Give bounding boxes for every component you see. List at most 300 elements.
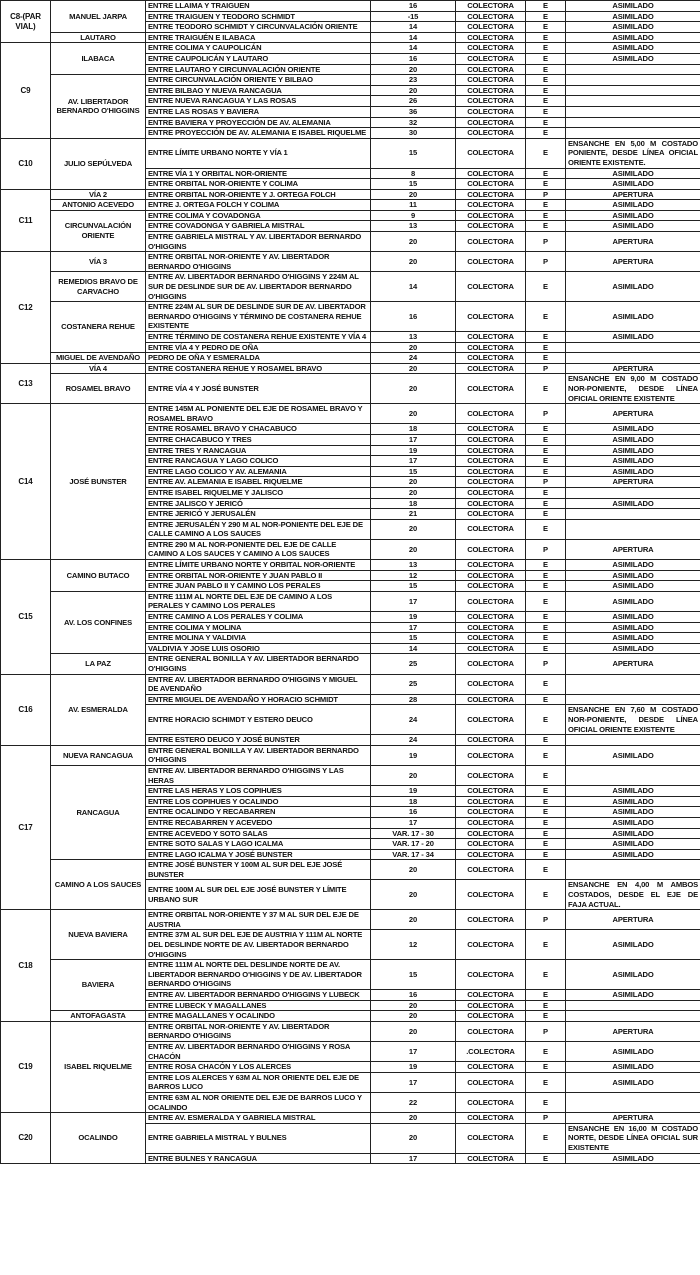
route-code: C11 — [1, 189, 51, 252]
observation: ASIMILADO — [566, 643, 700, 654]
segment-description: ENTRE LAS HERAS Y LOS COPIHUES — [146, 786, 371, 797]
table-row — [1, 75, 700, 86]
street-name: ROSAMEL BRAVO — [51, 374, 146, 404]
category: COLECTORA — [456, 509, 526, 520]
category: COLECTORA — [456, 487, 526, 498]
segment-description: ENTRE TRES Y RANCAGUA — [146, 445, 371, 456]
observation: ASIMILADO — [566, 786, 700, 797]
width-value: 19 — [371, 786, 456, 797]
state: E — [526, 1072, 566, 1092]
state: E — [526, 32, 566, 43]
width-value: 15 — [371, 179, 456, 190]
table-row — [1, 302, 700, 332]
segment-description: ENTRE 100M AL SUR DEL EJE JOSÉ BUNSTER Y LÍMITE URBANO SUR — [146, 880, 371, 910]
state: E — [526, 643, 566, 654]
observation: ASIMILADO — [566, 1062, 700, 1073]
category: COLECTORA — [456, 11, 526, 22]
observation — [566, 64, 700, 75]
category: COLECTORA — [456, 168, 526, 179]
observation: APERTURA — [566, 1021, 700, 1041]
street-name: VÍA 4 — [51, 363, 146, 374]
segment-description: ENTRE ORBITAL NOR-ORIENTE Y AV. LIBERTADOR BERNARDO O'HIGGINS — [146, 252, 371, 272]
route-code: C17 — [1, 745, 51, 910]
observation: APERTURA — [566, 654, 700, 674]
state: E — [526, 424, 566, 435]
width-value: 15 — [371, 960, 456, 990]
width-value: VAR. 17 - 34 — [371, 849, 456, 860]
state: E — [526, 75, 566, 86]
observation — [566, 128, 700, 139]
observation: ASIMILADO — [566, 53, 700, 64]
width-value: 16 — [371, 990, 456, 1001]
category: COLECTORA — [456, 930, 526, 960]
width-value: 17 — [371, 622, 456, 633]
category: COLECTORA — [456, 200, 526, 211]
width-value: 20 — [371, 252, 456, 272]
width-value: 20 — [371, 860, 456, 880]
observation: APERTURA — [566, 252, 700, 272]
street-name: CAMINO BUTACO — [51, 560, 146, 592]
segment-description: ENTRE RANCAGUA Y LAGO COLICO — [146, 456, 371, 467]
street-name: OCALINDO — [51, 1113, 146, 1164]
segment-description: PEDRO DE OÑA Y ESMERALDA — [146, 353, 371, 364]
observation: ASIMILADO — [566, 817, 700, 828]
state: E — [526, 43, 566, 54]
width-value: 19 — [371, 445, 456, 456]
observation: ENSANCHE EN 4,00 M AMBOS COSTADOS, DESDE EL EJE DE FAJA ACTUAL. — [566, 880, 700, 910]
route-code: C14 — [1, 404, 51, 560]
state: E — [526, 179, 566, 190]
state: E — [526, 880, 566, 910]
segment-description: ENTRE 111M AL NORTE DEL DESLINDE NORTE DE AV. LIBERTADOR BERNARDO O'HIGGINS Y DE AV. LIBERTADOR BERNARDO O'HIGGINS — [146, 960, 371, 990]
state: E — [526, 570, 566, 581]
segment-description: ENTRE ORBITAL NOR-ORIENTE Y AV. LIBERTADOR BERNARDO O'HIGGINS — [146, 1021, 371, 1041]
category: COLECTORA — [456, 252, 526, 272]
state: E — [526, 106, 566, 117]
observation: APERTURA — [566, 477, 700, 488]
table-row — [1, 591, 700, 611]
observation: ENSANCHE EN 5,00 M COSTADO PONIENTE, DESDE LÍNEA OFICIAL ORIENTE EXISTENTE. — [566, 138, 700, 168]
width-value: 17 — [371, 1153, 456, 1164]
category: COLECTORA — [456, 353, 526, 364]
category: COLECTORA — [456, 363, 526, 374]
street-name: LA PAZ — [51, 654, 146, 674]
category: COLECTORA — [456, 75, 526, 86]
width-value: 17 — [371, 817, 456, 828]
state: E — [526, 612, 566, 623]
segment-description: ENTRE GENERAL BONILLA Y AV. LIBERTADOR BERNARDO O'HIGGINS — [146, 654, 371, 674]
state: E — [526, 930, 566, 960]
segment-description: ENTRE TRAIGUÉN E ILABACA — [146, 32, 371, 43]
segment-description: ENTRE ACEVEDO Y SOTO SALAS — [146, 828, 371, 839]
segment-description: ENTRE LÍMITE URBANO NORTE Y VÍA 1 — [146, 138, 371, 168]
table-row — [1, 910, 700, 930]
observation: ASIMILADO — [566, 32, 700, 43]
category: COLECTORA — [456, 434, 526, 445]
state: E — [526, 1041, 566, 1061]
state: E — [526, 332, 566, 343]
street-name: ANTOFAGASTA — [51, 1011, 146, 1022]
state: E — [526, 633, 566, 644]
segment-description: ENTRE GABRIELA MISTRAL Y AV. LIBERTADOR BERNARDO O'HIGGINS — [146, 232, 371, 252]
category: COLECTORA — [456, 64, 526, 75]
state: E — [526, 302, 566, 332]
segment-description: ENTRE ORBITAL NOR-ORIENTE Y COLIMA — [146, 179, 371, 190]
state: E — [526, 786, 566, 797]
category: COLECTORA — [456, 22, 526, 33]
state: E — [526, 353, 566, 364]
width-value: 19 — [371, 1062, 456, 1073]
width-value: 20 — [371, 910, 456, 930]
category: COLECTORA — [456, 456, 526, 467]
observation — [566, 1011, 700, 1022]
table-row — [1, 1011, 700, 1022]
category: COLECTORA — [456, 694, 526, 705]
category: COLECTORA — [456, 990, 526, 1001]
street-name: JOSÉ BUNSTER — [51, 404, 146, 560]
width-value: 19 — [371, 612, 456, 623]
category: COLECTORA — [456, 1021, 526, 1041]
route-code: C12 — [1, 252, 51, 364]
observation — [566, 96, 700, 107]
category: COLECTORA — [456, 1123, 526, 1153]
category: COLECTORA — [456, 138, 526, 168]
width-value: 11 — [371, 200, 456, 211]
segment-description: ENTRE LAGO COLICO Y AV. ALEMANIA — [146, 466, 371, 477]
segment-description: ENTRE LAGO ICALMA Y JOSÉ BUNSTER — [146, 849, 371, 860]
category: COLECTORA — [456, 796, 526, 807]
route-code: C8-(PAR VIAL) — [1, 1, 51, 43]
observation: ASIMILADO — [566, 200, 700, 211]
segment-description: ENTRE LAUTARO Y CIRCUNVALACIÓN ORIENTE — [146, 64, 371, 75]
category: COLECTORA — [456, 374, 526, 404]
segment-description: ENTRE AV. LIBERTADOR BERNARDO O'HIGGINS Y LUBECK — [146, 990, 371, 1001]
observation: ASIMILADO — [566, 581, 700, 592]
street-name: ISABEL RIQUELME — [51, 1021, 146, 1112]
segment-description: ENTRE 145M AL PONIENTE DEL EJE DE ROSAMEL BRAVO Y ROSAMEL BRAVO — [146, 404, 371, 424]
width-value: 14 — [371, 272, 456, 302]
state: E — [526, 498, 566, 509]
observation: ASIMILADO — [566, 43, 700, 54]
width-value: 24 — [371, 705, 456, 735]
category: COLECTORA — [456, 1113, 526, 1124]
segment-description: ENTRE 290 M AL NOR-PONIENTE DEL EJE DE CALLE CAMINO A LOS SAUCES Y CAMINO A LOS SAUCES — [146, 539, 371, 559]
width-value: 14 — [371, 43, 456, 54]
state: P — [526, 404, 566, 424]
observation: ASIMILADO — [566, 839, 700, 850]
segment-description: VALDIVIA Y JOSE LUIS OSORIO — [146, 643, 371, 654]
segment-description: ENTRE OCALINDO Y RECABARREN — [146, 807, 371, 818]
table-row — [1, 252, 700, 272]
state: P — [526, 654, 566, 674]
segment-description: ENTRE BILBAO Y NUEVA RANCAGUA — [146, 85, 371, 96]
width-value: 15 — [371, 633, 456, 644]
observation — [566, 674, 700, 694]
category: COLECTORA — [456, 189, 526, 200]
category: COLECTORA — [456, 1092, 526, 1112]
state: E — [526, 694, 566, 705]
width-value: 8 — [371, 168, 456, 179]
segment-description: ENTRE LUBECK Y MAGALLANES — [146, 1000, 371, 1011]
category: COLECTORA — [456, 342, 526, 353]
category: COLECTORA — [456, 1062, 526, 1073]
table-row — [1, 1, 700, 12]
state: E — [526, 128, 566, 139]
segment-description: ENTRE 63M AL NOR ORIENTE DEL EJE DE BARROS LUCO Y OCALINDO — [146, 1092, 371, 1112]
observation: ASIMILADO — [566, 745, 700, 765]
observation: APERTURA — [566, 404, 700, 424]
observation — [566, 509, 700, 520]
state: E — [526, 509, 566, 520]
state: E — [526, 674, 566, 694]
segment-description: ENTRE COVADONGA Y GABRIELA MISTRAL — [146, 221, 371, 232]
width-value: 36 — [371, 106, 456, 117]
width-value: VAR. 17 - 20 — [371, 839, 456, 850]
state: E — [526, 138, 566, 168]
width-value: 20 — [371, 1113, 456, 1124]
width-value: 17 — [371, 1041, 456, 1061]
segment-description: ENTRE AV. ALEMANIA E ISABEL RIQUELME — [146, 477, 371, 488]
segment-description: ENTRE JALISCO Y JERICÓ — [146, 498, 371, 509]
category: COLECTORA — [456, 786, 526, 797]
observation — [566, 117, 700, 128]
width-value: 32 — [371, 117, 456, 128]
street-name: RANCAGUA — [51, 765, 146, 859]
observation: ASIMILADO — [566, 179, 700, 190]
observation: ASIMILADO — [566, 456, 700, 467]
street-name: CAMINO A LOS SAUCES — [51, 860, 146, 910]
category: COLECTORA — [456, 117, 526, 128]
observation — [566, 519, 700, 539]
segment-description: ENTRE CAMINO A LOS PERALES Y COLIMA — [146, 612, 371, 623]
width-value: 20 — [371, 477, 456, 488]
segment-description: ENTRE ORBITAL NOR-ORIENTE Y JUAN PABLO II — [146, 570, 371, 581]
segment-description: ENTRE ORBITAL NOR-ORIENTE Y 37 M AL SUR DEL EJE DE AUSTRIA — [146, 910, 371, 930]
table-row — [1, 1021, 700, 1041]
table-row — [1, 363, 700, 374]
observation: ASIMILADO — [566, 434, 700, 445]
observation: ASIMILADO — [566, 849, 700, 860]
width-value: 20 — [371, 232, 456, 252]
state: E — [526, 487, 566, 498]
category: COLECTORA — [456, 445, 526, 456]
state: E — [526, 735, 566, 746]
width-value: 16 — [371, 53, 456, 64]
category: COLECTORA — [456, 1, 526, 12]
width-value: 9 — [371, 210, 456, 221]
observation: ASIMILADO — [566, 210, 700, 221]
state: E — [526, 1, 566, 12]
route-code: C18 — [1, 910, 51, 1022]
category: COLECTORA — [456, 1000, 526, 1011]
category: COLECTORA — [456, 765, 526, 785]
observation: ASIMILADO — [566, 302, 700, 332]
category: COLECTORA — [456, 849, 526, 860]
category: COLECTORA — [456, 705, 526, 735]
category: COLECTORA — [456, 860, 526, 880]
width-value: 14 — [371, 643, 456, 654]
segment-description: ENTRE COLIMA Y CAUPOLICÁN — [146, 43, 371, 54]
state: E — [526, 456, 566, 467]
category: COLECTORA — [456, 404, 526, 424]
observation: APERTURA — [566, 910, 700, 930]
state: E — [526, 591, 566, 611]
segment-description: ENTRE 224M AL SUR DE DESLINDE SUR DE AV. LIBERTADOR BERNARDO O'HIGGINS Y TÉRMINO DE COSTANERA REHUE EXISTENTE — [146, 302, 371, 332]
observation: ASIMILADO — [566, 332, 700, 343]
observation — [566, 75, 700, 86]
observation — [566, 1092, 700, 1112]
width-value: 24 — [371, 735, 456, 746]
category: COLECTORA — [456, 466, 526, 477]
street-name: ANTONIO ACEVEDO — [51, 200, 146, 211]
segment-description: ENTRE AV. LIBERTADOR BERNARDO O'HIGGINS Y MIGUEL DE AVENDAÑO — [146, 674, 371, 694]
width-value: 20 — [371, 539, 456, 559]
width-value: 20 — [371, 1123, 456, 1153]
segment-description: ENTRE ISABEL RIQUELME Y JALISCO — [146, 487, 371, 498]
category: COLECTORA — [456, 85, 526, 96]
category: COLECTORA — [456, 519, 526, 539]
street-name: BAVIERA — [51, 960, 146, 1011]
state: E — [526, 745, 566, 765]
category: COLECTORA — [456, 612, 526, 623]
table-body — [1, 1, 700, 1164]
width-value: 15 — [371, 581, 456, 592]
state: E — [526, 860, 566, 880]
segment-description: ENTRE PROYECCIÓN DE AV. ALEMANIA E ISABEL RIQUELME — [146, 128, 371, 139]
state: E — [526, 342, 566, 353]
segment-description: ENTRE J. ORTEGA FOLCH Y COLIMA — [146, 200, 371, 211]
width-value: 20 — [371, 64, 456, 75]
category: COLECTORA — [456, 807, 526, 818]
table-row — [1, 374, 700, 404]
state: E — [526, 445, 566, 456]
category: COLECTORA — [456, 232, 526, 252]
observation: ASIMILADO — [566, 221, 700, 232]
observation: ASIMILADO — [566, 960, 700, 990]
width-value: 16 — [371, 302, 456, 332]
segment-description: ENTRE COSTANERA REHUE Y ROSAMEL BRAVO — [146, 363, 371, 374]
street-name: COSTANERA REHUE — [51, 302, 146, 353]
state: E — [526, 96, 566, 107]
observation — [566, 860, 700, 880]
observation: ASIMILADO — [566, 560, 700, 571]
category: COLECTORA — [456, 128, 526, 139]
state: E — [526, 1153, 566, 1164]
category: COLECTORA — [456, 221, 526, 232]
width-value: 17 — [371, 1072, 456, 1092]
state: E — [526, 960, 566, 990]
width-value: 30 — [371, 128, 456, 139]
table-row — [1, 960, 700, 990]
width-value: 21 — [371, 509, 456, 520]
category: COLECTORA — [456, 828, 526, 839]
observation — [566, 85, 700, 96]
category: COLECTORA — [456, 32, 526, 43]
width-value: 20 — [371, 342, 456, 353]
width-value: 18 — [371, 796, 456, 807]
street-name: MANUEL JARPA — [51, 1, 146, 33]
observation: APERTURA — [566, 363, 700, 374]
category: COLECTORA — [456, 654, 526, 674]
table-row — [1, 210, 700, 221]
observation: ASIMILADO — [566, 622, 700, 633]
width-value: 18 — [371, 424, 456, 435]
state: E — [526, 272, 566, 302]
state: E — [526, 11, 566, 22]
width-value: 20 — [371, 519, 456, 539]
street-name: MIGUEL DE AVENDAÑO — [51, 353, 146, 364]
state: P — [526, 539, 566, 559]
width-value: 17 — [371, 434, 456, 445]
state: P — [526, 252, 566, 272]
width-value: -15 — [371, 11, 456, 22]
category: COLECTORA — [456, 179, 526, 190]
segment-description: ENTRE AV. ESMERALDA Y GABRIELA MISTRAL — [146, 1113, 371, 1124]
table-row — [1, 654, 700, 674]
width-value: 20 — [371, 487, 456, 498]
category: COLECTORA — [456, 1072, 526, 1092]
category: COLECTORA — [456, 817, 526, 828]
route-code: C13 — [1, 363, 51, 403]
width-value: 17 — [371, 456, 456, 467]
state: P — [526, 1113, 566, 1124]
width-value: 25 — [371, 674, 456, 694]
category: COLECTORA — [456, 643, 526, 654]
width-value: 14 — [371, 32, 456, 43]
state: E — [526, 374, 566, 404]
observation: ASIMILADO — [566, 498, 700, 509]
category: COLECTORA — [456, 560, 526, 571]
segment-description: ENTRE ROSA CHACÓN Y LOS ALERCES — [146, 1062, 371, 1073]
segment-description: ENTRE COLIMA Y MOLINA — [146, 622, 371, 633]
street-name: AV. LOS CONFINES — [51, 591, 146, 654]
state: E — [526, 1062, 566, 1073]
state: E — [526, 210, 566, 221]
state: E — [526, 434, 566, 445]
category: COLECTORA — [456, 332, 526, 343]
state: E — [526, 22, 566, 33]
width-value: 15 — [371, 138, 456, 168]
segment-description: ENTRE CAUPOLICÁN Y LAUTARO — [146, 53, 371, 64]
observation — [566, 1000, 700, 1011]
table-row — [1, 353, 700, 364]
state: E — [526, 1011, 566, 1022]
observation: ENSANCHE EN 16,00 M COSTADO NORTE, DESDE LÍNEA OFICIAL SUR EXISTENTE — [566, 1123, 700, 1153]
category: COLECTORA — [456, 839, 526, 850]
segment-description: ENTRE VÍA 4 Y PEDRO DE OÑA — [146, 342, 371, 353]
width-value: 23 — [371, 75, 456, 86]
street-name: CIRCUNVALACIÓN ORIENTE — [51, 210, 146, 251]
table-row — [1, 272, 700, 302]
segment-description: ENTRE AV. LIBERTADOR BERNARDO O'HIGGINS Y ROSA CHACÓN — [146, 1041, 371, 1061]
width-value: 20 — [371, 765, 456, 785]
observation: APERTURA — [566, 189, 700, 200]
table-row — [1, 860, 700, 880]
segment-description: ENTRE BAVIERA Y PROYECCIÓN DE AV. ALEMANIA — [146, 117, 371, 128]
segment-description: ENTRE RECABARREN Y ACEVEDO — [146, 817, 371, 828]
segment-description: ENTRE TEODORO SCHMIDT Y CIRCUNVALACIÓN ORIENTE — [146, 22, 371, 33]
width-value: 13 — [371, 221, 456, 232]
width-value: 20 — [371, 1000, 456, 1011]
width-value: 20 — [371, 85, 456, 96]
table-row — [1, 404, 700, 424]
state: E — [526, 828, 566, 839]
category: COLECTORA — [456, 674, 526, 694]
state: E — [526, 466, 566, 477]
width-value: VAR. 17 - 30 — [371, 828, 456, 839]
category: COLECTORA — [456, 53, 526, 64]
segment-description: ENTRE BULNES Y RANCAGUA — [146, 1153, 371, 1164]
